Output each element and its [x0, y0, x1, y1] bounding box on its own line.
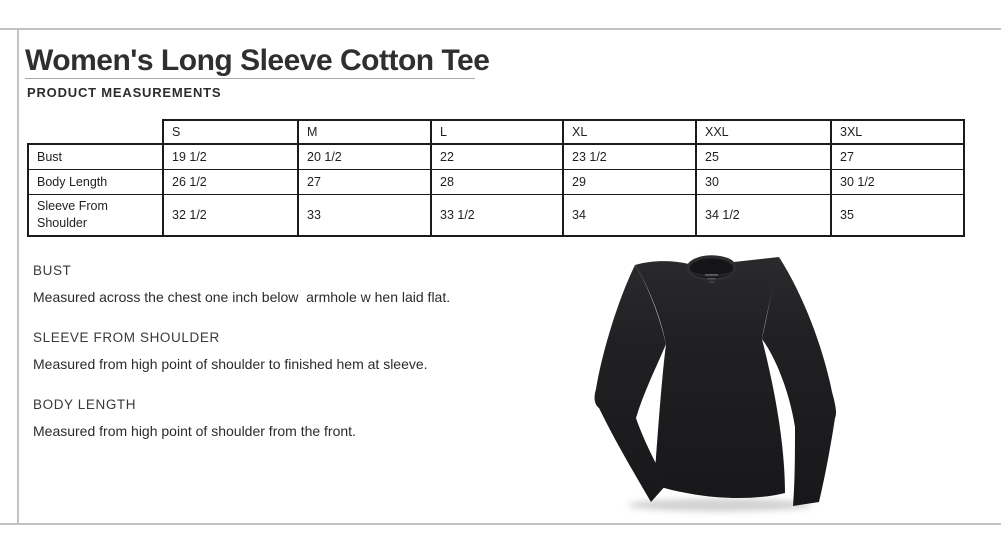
- definition-body-length: [33, 397, 553, 440]
- cell-value: 29: [563, 170, 696, 195]
- section-subtitle: PRODUCT MEASUREMENTS: [27, 85, 222, 100]
- title-underline: [25, 78, 475, 79]
- definition-text: Measured from high point of shoulder from the front.: [33, 423, 356, 439]
- column-header-l: L: [431, 120, 563, 144]
- cell-value: 33: [298, 195, 431, 237]
- cell-value: 22: [431, 144, 563, 170]
- definition-text: Measured from high point of shoulder to finished hem at sleeve.: [33, 356, 428, 372]
- row-label-sleeve-from-shoulder: Sleeve From Shoulder: [28, 195, 163, 237]
- cell-value: 26 1/2: [163, 170, 298, 195]
- shirt-body: [635, 256, 785, 498]
- table-row-sleeve-from-shoulder: [28, 195, 964, 237]
- definition-heading: SLEEVE FROM SHOULDER: [33, 330, 220, 345]
- row-label-body-length: Body Length: [28, 170, 163, 195]
- frame-border-bottom: [0, 523, 1001, 525]
- cell-value: 19 1/2: [163, 144, 298, 170]
- cell-value: 30: [696, 170, 831, 195]
- page-title: Women's Long Sleeve Cotton Tee: [25, 44, 490, 77]
- cell-value: 27: [298, 170, 431, 195]
- shirt-shadow: [628, 499, 812, 512]
- cell-value: 32 1/2: [163, 195, 298, 237]
- column-header-s: S: [163, 120, 298, 144]
- cell-value: 25: [696, 144, 831, 170]
- cell-value: 30 1/2: [831, 170, 964, 195]
- cell-value: 34 1/2: [696, 195, 831, 237]
- definition-heading: BODY LENGTH: [33, 397, 137, 412]
- cell-value: 34: [563, 195, 696, 237]
- column-header-3xl: 3XL: [831, 120, 964, 144]
- row-label-bust: Bust: [28, 144, 163, 170]
- cell-value: 20 1/2: [298, 144, 431, 170]
- table-row-bust: [28, 144, 964, 170]
- definition-text: Measured across the chest one inch below armhole w hen laid flat.: [33, 289, 451, 305]
- cell-value: 35: [831, 195, 964, 237]
- product-image-long-sleeve-tee: [592, 246, 838, 520]
- table-header-row: [28, 120, 964, 144]
- table-row-body-length: [28, 170, 964, 195]
- definition-heading: BUST: [33, 263, 72, 278]
- table-corner-cell: [28, 120, 163, 144]
- column-header-xl: XL: [563, 120, 696, 144]
- size-measurements-table: [27, 119, 965, 237]
- cell-value: 23 1/2: [563, 144, 696, 170]
- column-header-xxl: XXL: [696, 120, 831, 144]
- definition-sleeve-from-shoulder: [33, 330, 553, 373]
- cell-value: 27: [831, 144, 964, 170]
- measurement-definitions: [33, 263, 553, 464]
- column-header-m: M: [298, 120, 431, 144]
- cell-value: 33 1/2: [431, 195, 563, 237]
- frame-border-left: [17, 28, 19, 524]
- tee-illustration: [592, 246, 838, 520]
- definition-bust: [33, 263, 553, 306]
- frame-border-top: [0, 28, 1001, 30]
- cell-value: 28: [431, 170, 563, 195]
